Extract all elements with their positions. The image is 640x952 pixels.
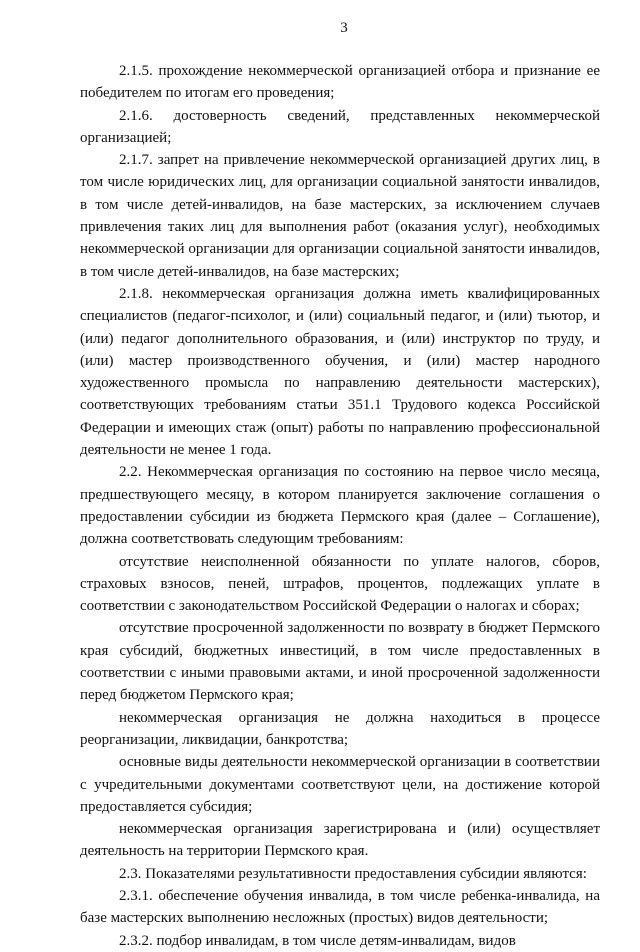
document-body xyxy=(80,60,600,952)
paragraph-2-1-7: 2.1.7. запрет на привлечение некоммерческой организацией других лиц, в том числе юридических лиц, для организации социальной занятости инвалидов, в том числе детей-инвалидов, на базе мастерских, за исключением случаев привлечения таких лиц для выполнения работ (оказания услуг), необходимых некоммерческой организации для организации социальной занятости инвалидов, в том числе детей-инвалидов, на базе мастерских; xyxy=(80,152,600,280)
requirement-no-reorganization: некоммерческая организация не должна находиться в процессе реорганизации, ликвидации, банкротства; xyxy=(80,709,600,748)
paragraph-2-1-5: 2.1.5. прохождение некоммерческой организацией отбора и признание ее победителем по итогам его проведения; xyxy=(80,63,600,102)
paragraph-2-3-2: 2.3.2. подбор инвалидам, в том числе детям-инвалидам, видов xyxy=(119,932,516,949)
paragraph-2-1-6: 2.1.6. достоверность сведений, представленных некоммерческой организацией; xyxy=(80,107,600,146)
paragraph-2-1-8: 2.1.8. некоммерческая организация должна иметь квалифицированных специалистов (педагог-психолог, и (или) социальный педагог, и (или) тьютор, и (или) педагог дополнительного образования, и (или) инструктор по труду, и (или) мастер производственного обучения, и (или) мастер народного художественного промысла по направлению деятельности мастерских), соответствующих требованиям статьи 351.1 Трудового кодекса Российской Федерации и имеющих стаж (опыт) работы по направлению профессиональной деятельности не менее 1 года. xyxy=(80,285,600,459)
page-number: 3 xyxy=(340,20,348,36)
paragraph-2-3: 2.3. Показателями результативности предоставления субсидии являются: xyxy=(119,865,587,882)
paragraph-2-2: 2.2. Некоммерческая организация по состоянию на первое число месяца, предшествующего месяцу, в котором планируется заключение соглашения о предоставлении субсидии из бюджета Пермского края (далее – Соглашение), должна соответствовать следующим требованиям: xyxy=(80,464,600,548)
requirement-no-tax-debt: отсутствие неисполненной обязанности по уплате налогов, сборов, страховых взносов, пеней, штрафов, процентов, подлежащих уплате в соответствии с законодательством Российской Федерации о налогах и сборах; xyxy=(80,553,600,615)
requirement-no-budget-debt: отсутствие просроченной задолженности по возврату в бюджет Пермского края субсидий, бюджетных инвестиций, в том числе предоставленных в соответствии с иными правовыми актами, и иной просроченной задолженности перед бюджетом Пермского края; xyxy=(80,620,600,704)
paragraph-2-3-1: 2.3.1. обеспечение обучения инвалида, в том числе ребенка-инвалида, на базе мастерских выполнению несложных (простых) видов деятельности; xyxy=(80,887,600,927)
requirement-registration: некоммерческая организация зарегистрирована и (или) осуществляет деятельность на территории Пермского края. xyxy=(80,821,600,860)
requirement-activity-types: основные виды деятельности некоммерческой организации в соответствии с учредительными документами соответствуют цели, на достижение которой предоставляется субсидия; xyxy=(80,754,600,815)
